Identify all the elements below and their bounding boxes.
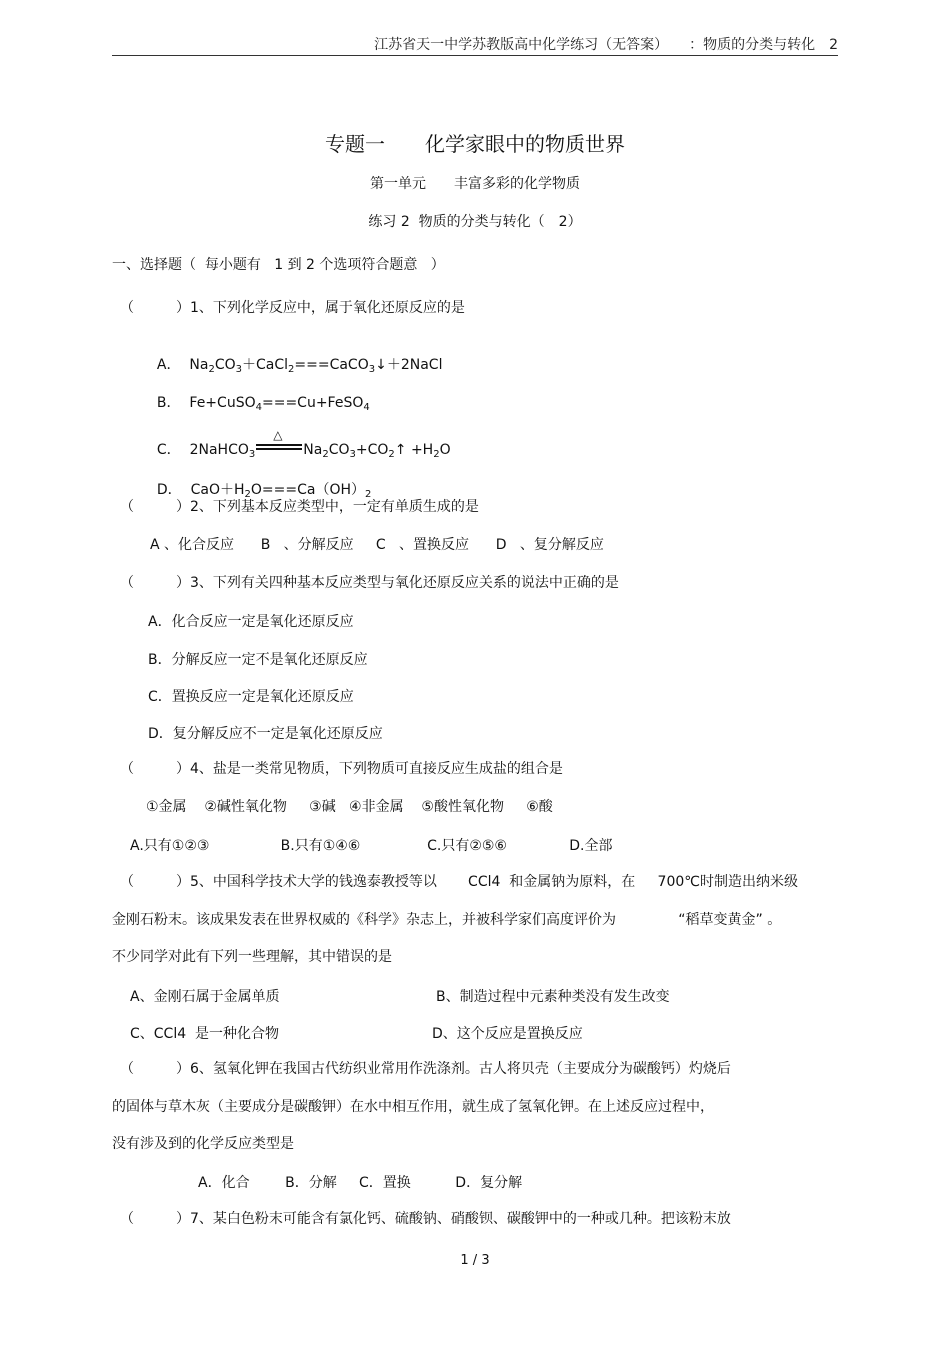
q5-option-b: B、制造过程中元素种类没有发生改变 xyxy=(436,989,670,1005)
triangle-heat-icon: △ xyxy=(273,428,283,442)
q4-options: A.只有①②③ B.只有①④⑥ C.只有②⑤⑥ D.全部 xyxy=(130,838,613,854)
q7-stem-line1: （ ）7、某白色粉末可能含有氯化钙、硫酸钠、硝酸钡、碳酸钾中的一种或几种。把该粉末放 xyxy=(120,1211,731,1227)
q3-option-a: A．化合反应一定是氧化还原反应 xyxy=(148,614,354,630)
header-rule xyxy=(112,55,838,56)
q3-option-c: C．置换反应一定是氧化还原反应 xyxy=(148,689,354,705)
q4-items: ①金属 ②碱性氧化物 ③碱 ④非金属 ⑤酸性氧化物 ⑥酸 xyxy=(146,799,553,815)
q5-option-d: D、这个反应是置换反应 xyxy=(432,1026,583,1042)
q5-stem-line2: 金刚石粉末。该成果发表在世界权威的《科学》杂志上，并被科学家们高度评价为 “稻草变黄金” 。 xyxy=(112,912,782,928)
q6-stem-line3: 没有涉及到的化学反应类型是 xyxy=(112,1136,294,1152)
section-heading: 一、选择题（ 每小题有 1 到 2 个选项符合题意 ） xyxy=(112,257,445,273)
exercise-title: 练习 2 物质的分类与转化（ 2） xyxy=(368,214,582,230)
q1-option-c: C． 2NaHCO$_3$ △ $Na_2CO_3+CO_2↑ +H_2O$ xyxy=(156,428,451,460)
q1-option-b: B． Fe+CuSO$_4$===Cu+FeSO$_4$ xyxy=(156,395,370,413)
heating-condition-arrow xyxy=(256,428,302,452)
q3-option-b: B．分解反应一定不是氧化还原反应 xyxy=(148,652,368,668)
q5-stem-line1: （ ）5、中国科学技术大学的钱逸泰教授等以 CCl4 和金属钠为原料，在 700℃时制造出纳米级 xyxy=(120,874,798,890)
q5-stem-line3: 不少同学对此有下列一些理解，其中错误的是 xyxy=(112,949,392,965)
q1-stem: （ ）1、下列化学反应中，属于氧化还原反应的是 xyxy=(120,300,465,316)
q3-stem: （ ）3、下列有关四种基本反应类型与氧化还原反应关系的说法中正确的是 xyxy=(120,575,619,591)
q6-stem-line1: （ ）6、氢氧化钾在我国古代纺织业常用作洗涤剂。古人将贝壳（主要成分为碳酸钙）灼烧后 xyxy=(120,1061,731,1077)
q6-stem-line2: 的固体与草木灰（主要成分是碳酸钾）在水中相互作用，就生成了氢氧化钾。在上述反应过程中， xyxy=(112,1099,714,1115)
q2-stem: （ ）2、下列基本反应类型中，一定有单质生成的是 xyxy=(120,499,479,515)
q3-option-d: D．复分解反应不一定是氧化还原反应 xyxy=(148,726,383,742)
page-number: 1 / 3 xyxy=(460,1253,490,1268)
q5-option-c: C、CCl4 是一种化合物 xyxy=(130,1026,280,1042)
q2-options: A 、化合反应 B 、分解反应 C 、置换反应 D 、复分解反应 xyxy=(150,537,604,553)
q5-option-a: A、金刚石属于金属单质 xyxy=(130,989,280,1005)
main-title: 专题一 化学家眼中的物质世界 xyxy=(325,132,625,156)
q6-options: A．化合 B．分解 C．置换 D．复分解 xyxy=(198,1175,523,1191)
q1-option-d: D． $CaO+H_2O===Ca(OH)_2$ xyxy=(156,482,372,500)
page-header: 江苏省天一中学苏教版高中化学练习（无答案） ：物质的分类与转化 2 xyxy=(374,37,838,53)
q1-option-a: A． $Na_2CO_3+CaCl_2===CaCO_3↓+2NaCl$ xyxy=(156,357,443,375)
q4-stem: （ ）4、盐是一类常见物质，下列物质可直接反应生成盐的组合是 xyxy=(120,761,563,777)
unit-title: 第一单元 丰富多彩的化学物质 xyxy=(370,176,580,192)
